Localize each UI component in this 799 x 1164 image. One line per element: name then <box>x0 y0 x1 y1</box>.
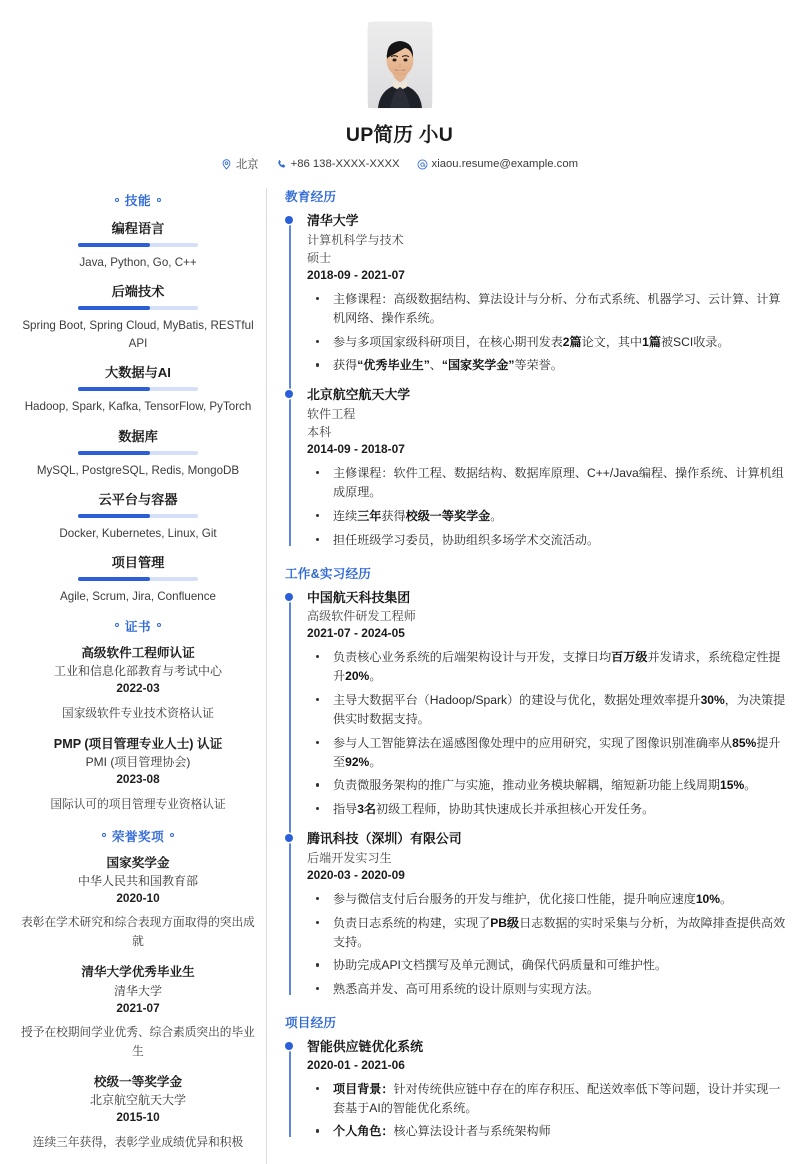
sidebar-section-certificates-title <box>16 616 260 635</box>
skill-level-bar <box>78 577 198 581</box>
avatar-wrapper <box>10 22 789 108</box>
section-work <box>285 563 789 1000</box>
portrait-photo-icon <box>368 22 432 108</box>
bullet-list <box>307 890 789 999</box>
bullet-item: 参与微信支付后台服务的开发与维护，优化接口性能，提升响应速度10%。 <box>307 890 789 909</box>
certificate-item: 高级软件工程师认证 工业和信息化部教育与考试中心 2022-03 国家级软件专业技术资格认证 <box>53 645 222 720</box>
bullet-item: 负责核心业务系统的后端架构设计与开发，支撑日均百万级并发请求，系统稳定性提升20%。 <box>307 648 789 686</box>
bullet-item: 协助完成API文档撰写及单元测试，确保代码质量和可维护性。 <box>307 956 789 975</box>
bullet-item: 参与多项国家级科研项目，在核心期刊发表2篇论文，其中1篇被SCI收录。 <box>307 333 789 352</box>
circle-bullet-icon <box>102 833 106 837</box>
sidebar-section-honors-title <box>16 826 260 845</box>
bullet-item: 指导3名初级工程师，协助其快速成长并承担核心开发任务。 <box>307 800 789 819</box>
avatar <box>368 22 432 108</box>
bullet-item: 负责日志系统的构建，实现了PB级日志数据的实时采集与分析，为故障排查提供高效支持。 <box>307 914 789 952</box>
honor-item: 校级一等奖学金 北京航空航天大学 2015-10 连续三年获得，表彰学业成绩优异和积极 <box>32 1075 244 1150</box>
sidebar <box>10 186 266 1164</box>
skill-level-bar <box>78 451 198 455</box>
contact-email <box>417 158 578 170</box>
skill-group: 大数据与AI Hadoop, Spark, Kafka, TensorFlow, PyTorch <box>24 365 252 414</box>
contact-list <box>10 156 789 172</box>
bullet-list <box>307 464 789 549</box>
location-pin-icon <box>221 159 232 170</box>
resume-body <box>10 186 789 1164</box>
work-title: 工作&实习经历 <box>285 566 372 581</box>
honor-item: 清华大学优秀毕业生 清华大学 2021-07 授予在校期间学业优秀、综合素质突出的毕业生 <box>21 965 255 1059</box>
bullet-item: 熟悉高并发、高可用系统的设计原则与实现方法。 <box>307 980 789 999</box>
bullet-item: 负责微服务架构的推广与实施，推动业务模块解耦，缩短新功能上线周期15%。 <box>307 776 789 795</box>
bullet-item: 担任班级学习委员，协助组织多场学术交流活动。 <box>307 531 789 550</box>
resume-header <box>10 14 789 172</box>
contact-location <box>221 156 259 172</box>
bullet-item: 主修课程：高级数据结构、算法设计与分析、分布式系统、机器学习、云计算、计算机网络、操作系统。 <box>307 290 789 328</box>
bullet-list <box>307 1080 789 1142</box>
honor-item: 国家奖学金 中华人民共和国教育部 2020-10 表彰在学术研究和综合表现方面取得的突出成就 <box>21 855 255 949</box>
circle-bullet-icon <box>157 623 161 627</box>
skill-group: 后端技术 Spring Boot, Spring Cloud, MyBatis, RESTful API <box>22 284 254 350</box>
bullet-item: 主修课程：软件工程、数据结构、数据库原理、C++/Java编程、操作系统、计算机组成原理。 <box>307 464 789 502</box>
bullet-item: 连续三年获得校级一等奖学金。 <box>307 507 789 526</box>
skill-group: 编程语言 Java, Python, Go, C++ <box>79 221 197 269</box>
education-timeline <box>285 212 789 550</box>
contact-phone <box>276 158 400 170</box>
circle-bullet-icon <box>115 198 119 202</box>
page-title: UP简历 小U <box>345 124 454 146</box>
main-content <box>267 186 789 1164</box>
bullet-item: 个人角色：核心算法设计者与系统架构师 <box>307 1122 789 1141</box>
phone-icon <box>276 159 287 170</box>
contact-phone-text: +86 138-XXXX-XXXX <box>290 158 400 170</box>
skill-group: 云平台与容器 Docker, Kubernetes, Linux, Git <box>59 491 217 540</box>
bullet-item: 项目背景：针对传统供应链中存在的库存积压、配送效率低下等问题，设计并实现一套基于AI的智能优化系统。 <box>307 1080 789 1118</box>
skill-group: 项目管理 Agile, Scrum, Jira, Confluence <box>60 555 216 604</box>
certificate-item: PMP (项目管理专业人士) 认证 PMI (项目管理协会) 2023-08 国际认可的项目管理专业资格认证 <box>50 736 226 811</box>
bullet-item: 获得“优秀毕业生”、“国家奖学金”等荣誉。 <box>307 356 789 375</box>
section-education <box>285 186 789 550</box>
circle-bullet-icon <box>115 623 119 627</box>
skills-title-text: 技能 <box>124 194 152 208</box>
certificates-title-text: 证书 <box>124 619 152 634</box>
section-projects <box>285 1012 789 1141</box>
contact-location-text: 北京 <box>235 159 259 171</box>
projects-timeline <box>285 1038 789 1141</box>
bullet-item: 参与人工智能算法在遥感图像处理中的应用研究，实现了图像识别准确率从85%提升至92%。 <box>307 734 789 772</box>
bullet-item: 主导大数据平台（Hadoop/Spark）的建设与优化，数据处理效率提升30%，为决策提供实时数据支持。 <box>307 691 789 729</box>
circle-bullet-icon <box>170 833 174 837</box>
skill-level-bar <box>78 514 198 518</box>
work-entry: 中国航天科技集团 高级软件研发工程师 2021-07 - 2024-05 负责核心业务系统的后端架构设计与开发，支撑日均百万级并发请求，系统稳定性提升20%。 主导大数据平台（Hadoop/Spark）的建设与优化，数据处理效率提升30%，为决策提供实时数据支持。 参与人工智能算法在遥感图像处理中的应用研究，实现了图像识别准确率从85%提升至92%。 负责微服务架构的推广与实施，推动业务模块解耦，缩短新功能上线周期15%。 指导3名初级工程师，协助其快速成长并承担核心开发任务。 <box>307 589 789 820</box>
work-entry: 腾讯科技（深圳）有限公司 后端开发实习生 2020-03 - 2020-09 参与微信支付后台服务的开发与维护，优化接口性能，提升响应速度10%。 负责日志系统的构建，实现了PB级日志数据的实时采集与分析，为故障排查提供高效支持。 协助完成API文档撰写及单元测试，确保代码质量和可维护性。 熟悉高并发、高可用系统的设计原则与实现方法。 <box>307 830 789 999</box>
skill-level-bar <box>78 387 198 391</box>
education-entry: 北京航空航天大学 软件工程 本科 2014-09 - 2018-07 主修课程：软件工程、数据结构、数据库原理、C++/Java编程、操作系统、计算机组成原理。 连续三年获得校级一等奖学金。 担任班级学习委员，协助组织多场学术交流活动。 <box>307 386 789 549</box>
email-at-icon <box>417 159 428 170</box>
honors-title-text: 荣誉奖项 <box>111 829 165 844</box>
work-timeline <box>285 589 789 1000</box>
bullet-list <box>307 648 789 819</box>
education-entry: 清华大学 计算机科学与技术 硕士 2018-09 - 2021-07 主修课程：高级数据结构、算法设计与分析、分布式系统、机器学习、云计算、计算机网络、操作系统。 参与多项国家级科研项目，在核心期刊发表2篇论文，其中1篇被SCI收录。 获得“优秀毕业生”、“国家奖学金”等荣誉。 <box>307 212 789 375</box>
sidebar-section-skills-title <box>16 190 260 209</box>
education-title: 教育经历 <box>285 190 337 204</box>
bullet-list <box>307 290 789 375</box>
contact-email-text: xiaou.resume@example.com <box>431 158 579 170</box>
circle-bullet-icon <box>157 198 161 202</box>
skill-level-bar <box>78 243 198 247</box>
project-entry: 智能供应链优化系统 2020-01 - 2021-06 项目背景：针对传统供应链中存在的库存积压、配送效率低下等问题，设计并实现一套基于AI的智能优化系统。 个人角色：核心算法设计者与系统架构师 <box>307 1038 789 1141</box>
projects-title: 项目经历 <box>285 1016 337 1031</box>
skill-level-bar <box>78 306 198 310</box>
skill-group: 数据库 MySQL, PostgreSQL, Redis, MongoDB <box>36 428 240 477</box>
